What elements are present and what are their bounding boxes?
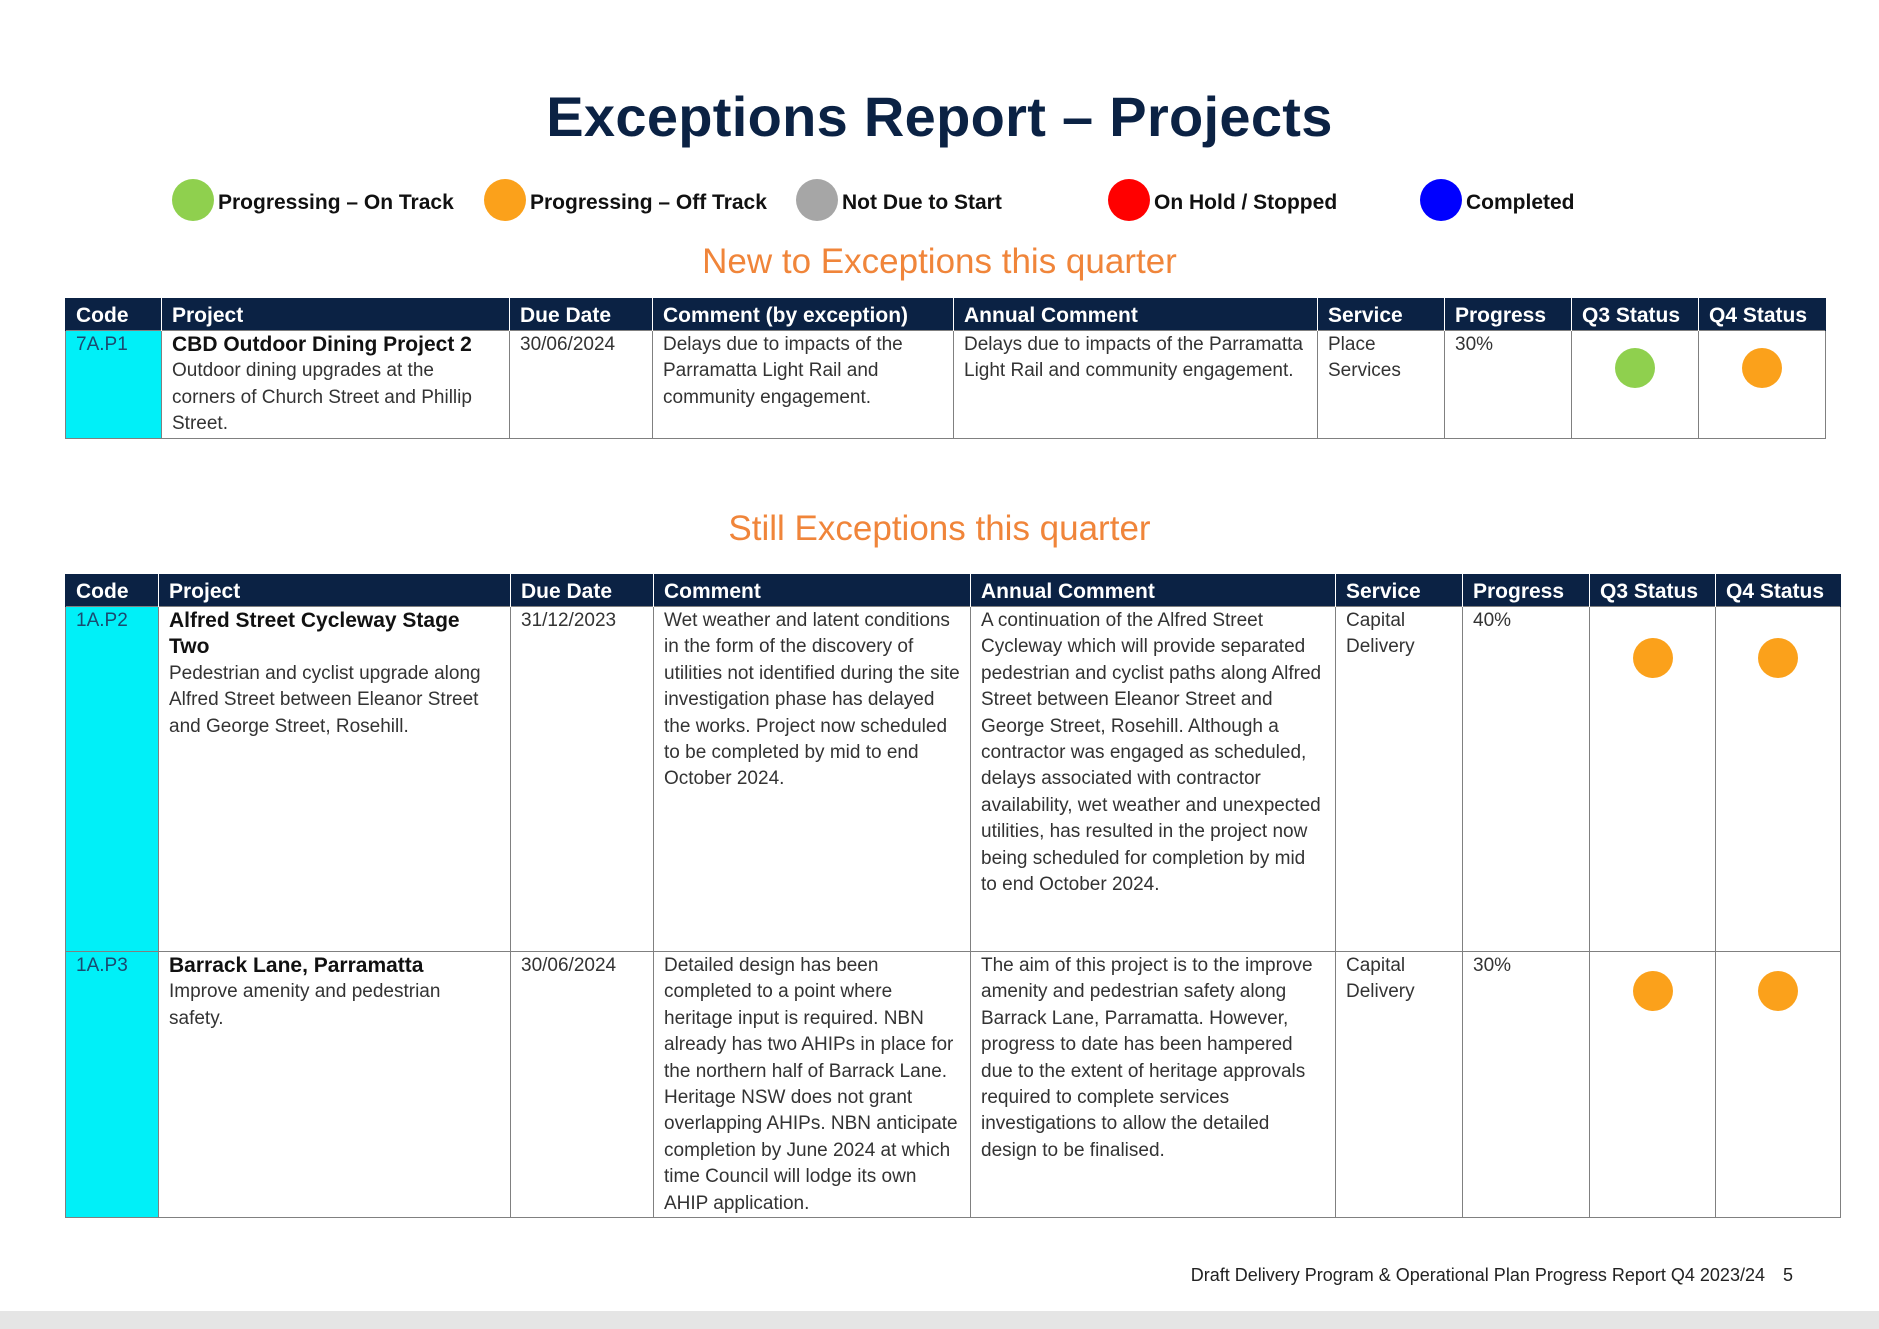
annual-comment: Delays due to impacts of the Parramatta Light Rail and community engagement.	[954, 331, 1318, 439]
column-header-service: Service	[1336, 575, 1463, 607]
column-header-code: Code	[66, 299, 162, 331]
q4-status-dot-icon	[1758, 971, 1798, 1011]
column-header-annual-comment: Annual Comment	[954, 299, 1318, 331]
page-title: Exceptions Report – Projects	[546, 85, 1333, 148]
table-row	[66, 952, 1841, 1218]
column-header-project: Project	[162, 299, 510, 331]
service: Capital Delivery	[1336, 607, 1463, 952]
annual-comment: The aim of this project is to the improve amenity and pedestrian safety along Barrack Lane, Parramatta. However, progress to date has been hampered due to the extent of heritage approvals required to complete services investigations to allow the detailed design to be finalised.	[971, 952, 1336, 1218]
column-header-q4-status: Q4 Status	[1716, 575, 1841, 607]
page-footer	[1191, 1265, 1793, 1286]
column-header-service: Service	[1318, 299, 1445, 331]
legend-item-on-track	[172, 177, 454, 223]
page-number: 5	[1782, 1265, 1793, 1285]
still-exceptions-table	[65, 574, 1841, 1218]
legend-label: Progressing – Off Track	[530, 191, 767, 214]
project-code: 1A.P3	[66, 952, 159, 1218]
q4-status-dot-icon	[1758, 638, 1798, 678]
column-header-code: Code	[66, 575, 159, 607]
footer-text: Draft Delivery Program & Operational Plan Progress Report Q4 2023/24	[1190, 1265, 1765, 1285]
q4-status-dot-icon	[1742, 348, 1782, 388]
project-description: Improve amenity and pedestrian safety.	[169, 981, 441, 1029]
project-cell	[159, 607, 511, 952]
legend-item-not-due	[796, 177, 1002, 223]
annual-comment: A continuation of the Alfred Street Cycleway which will provide separated pedestrian and cyclist paths along Alfred Street between Eleanor Street and George Street, Rosehill. Although a contractor was engaged as scheduled, delays associated with contractor availability, wet weather and unexpected utilities, has resulted in the project now being scheduled for completion by mid to end October 2024.	[971, 607, 1336, 952]
project-code: 7A.P1	[66, 331, 162, 439]
legend-label: Not Due to Start	[842, 191, 1002, 214]
column-header-q3-status: Q3 Status	[1572, 299, 1699, 331]
page-bottom-band	[0, 1311, 1879, 1329]
q4-status-cell	[1716, 952, 1841, 1218]
q3-status-cell	[1590, 952, 1716, 1218]
project-description: Outdoor dining upgrades at the corners of Church Street and Phillip Street.	[172, 360, 472, 435]
q3-status-cell	[1590, 607, 1716, 952]
due-date: 30/06/2024	[510, 331, 653, 439]
project-code: 1A.P2	[66, 607, 159, 952]
column-header-q3-status: Q3 Status	[1590, 575, 1716, 607]
column-header-comment: Comment	[654, 575, 971, 607]
off-track-dot-icon	[484, 179, 526, 221]
progress: 30%	[1445, 331, 1572, 439]
legend-label: On Hold / Stopped	[1154, 191, 1338, 214]
on-hold-dot-icon	[1108, 179, 1150, 221]
q3-status-cell	[1572, 331, 1699, 439]
new-exceptions-heading: New to Exceptions this quarter	[702, 242, 1177, 281]
column-header-q4-status: Q4 Status	[1699, 299, 1826, 331]
project-cell	[162, 331, 510, 439]
due-date: 31/12/2023	[511, 607, 654, 952]
q3-status-dot-icon	[1615, 348, 1655, 388]
not-due-dot-icon	[796, 179, 838, 221]
column-header-progress: Progress	[1445, 299, 1572, 331]
q4-status-cell	[1699, 331, 1826, 439]
column-header-comment: Comment (by exception)	[653, 299, 954, 331]
project-cell	[159, 952, 511, 1218]
progress: 40%	[1463, 607, 1590, 952]
project-description: Pedestrian and cyclist upgrade along Alfred Street between Eleanor Street and George Street, Rosehill.	[169, 662, 481, 737]
comment: Detailed design has been completed to a point where heritage input is required. NBN already has two AHIPs in place for the northern half of Barrack Lane. Heritage NSW does not grant overlapping AHIPs. NBN anticipate completion by June 2024 at which time Council will lodge its own AHIP application.	[654, 952, 971, 1218]
project-name: Alfred Street Cycleway Stage Two	[169, 609, 460, 659]
q3-status-dot-icon	[1633, 971, 1673, 1011]
comment: Wet weather and latent conditions in the form of the discovery of utilities not identified during the site investigation phase has delayed the works. Project now scheduled to be completed by mid to end October 2024.	[654, 607, 971, 952]
completed-dot-icon	[1420, 179, 1462, 221]
column-header-due-date: Due Date	[511, 575, 654, 607]
still-exceptions-heading: Still Exceptions this quarter	[728, 509, 1151, 548]
on-track-dot-icon	[172, 179, 214, 221]
service: Place Services	[1318, 331, 1445, 439]
comment: Delays due to impacts of the Parramatta Light Rail and community engagement.	[653, 331, 954, 439]
legend-label: Completed	[1466, 191, 1575, 214]
legend-item-off-track	[484, 177, 767, 223]
progress: 30%	[1463, 952, 1590, 1218]
column-header-due-date: Due Date	[510, 299, 653, 331]
project-name: CBD Outdoor Dining Project 2	[172, 333, 472, 356]
table-row	[66, 331, 1826, 439]
legend-label: Progressing – On Track	[218, 191, 454, 214]
column-header-annual-comment: Annual Comment	[971, 575, 1336, 607]
service: Capital Delivery	[1336, 952, 1463, 1218]
table-header-row	[66, 575, 1841, 607]
legend-item-on-hold	[1108, 177, 1337, 223]
q4-status-cell	[1716, 607, 1841, 952]
due-date: 30/06/2024	[511, 952, 654, 1218]
table-header-row	[66, 299, 1826, 331]
project-name: Barrack Lane, Parramatta	[169, 954, 424, 977]
new-exceptions-table	[65, 298, 1826, 439]
q3-status-dot-icon	[1633, 638, 1673, 678]
column-header-progress: Progress	[1463, 575, 1590, 607]
legend-item-completed	[1420, 177, 1575, 223]
status-legend	[0, 177, 1879, 223]
table-row	[66, 607, 1841, 952]
column-header-project: Project	[159, 575, 511, 607]
